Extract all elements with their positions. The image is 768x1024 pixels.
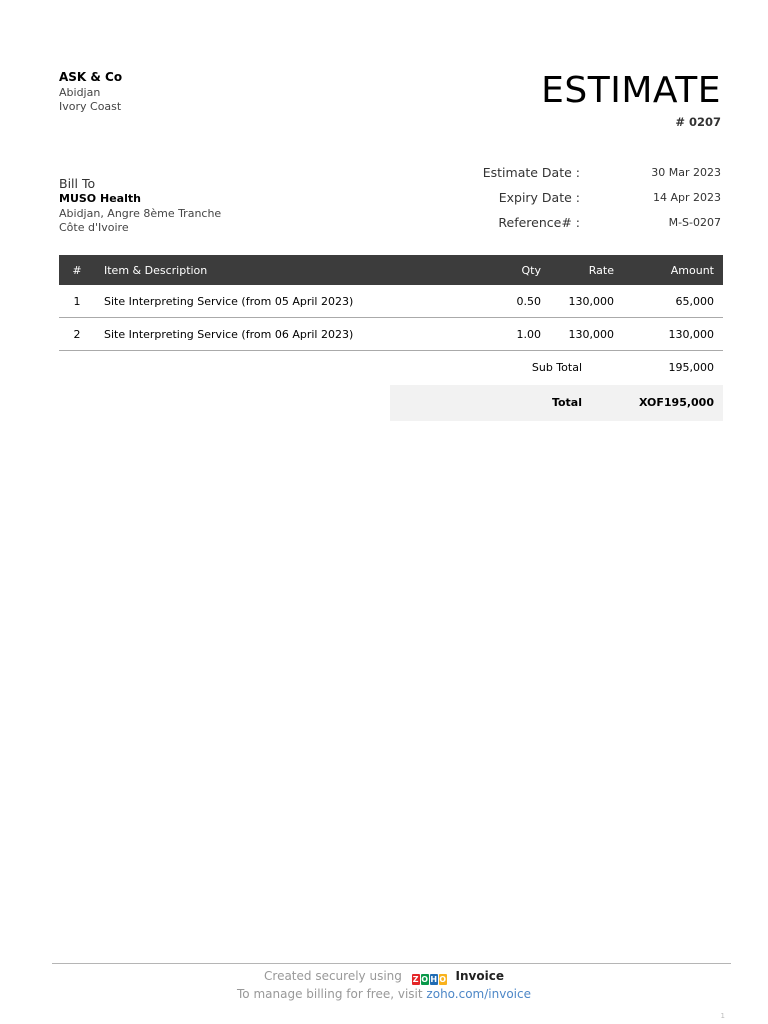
- footer-manage-text: To manage billing for free, visit: [237, 987, 423, 1001]
- footer-created-text: Created securely using: [264, 969, 402, 983]
- row-description: Site Interpreting Service (from 05 April 2023): [95, 285, 477, 318]
- zoho-logo-letter: Z: [412, 975, 419, 984]
- total-value: XOF195,000: [638, 396, 714, 409]
- zoho-logo-icon: [412, 971, 448, 985]
- row-amount: 65,000: [623, 285, 723, 318]
- reference-label: Reference# :: [498, 215, 580, 230]
- subtotal-value: 195,000: [668, 361, 714, 374]
- expiry-date-label: Expiry Date :: [498, 190, 580, 205]
- zoho-logo-letter: O: [439, 975, 447, 984]
- company-city: Abidjan: [59, 86, 101, 99]
- row-amount: 130,000: [623, 318, 723, 351]
- subtotal-label: Sub Total: [531, 361, 582, 374]
- company-country: Ivory Coast: [59, 100, 122, 113]
- bill-to-label: Bill To: [59, 176, 96, 191]
- column-header-number: #: [59, 255, 95, 285]
- row-number: 1: [59, 285, 95, 318]
- items-table: [59, 255, 723, 351]
- table-row: [59, 318, 723, 351]
- reference-value: M-S-0207: [668, 216, 721, 229]
- column-header-description: Item & Description: [95, 255, 477, 285]
- row-rate: 130,000: [550, 318, 623, 351]
- column-header-rate: Rate: [550, 255, 623, 285]
- client-name: MUSO Health: [59, 192, 141, 205]
- document-title: ESTIMATE: [541, 70, 721, 111]
- document-number: # 0207: [675, 115, 721, 129]
- table-header-row: [59, 255, 723, 285]
- footer-manage-line: [0, 987, 768, 1001]
- client-address-line2: Côte d'Ivoire: [59, 221, 129, 234]
- row-qty: 1.00: [477, 318, 550, 351]
- zoho-invoice-link[interactable]: zoho.com/invoice: [426, 987, 531, 1001]
- row-number: 2: [59, 318, 95, 351]
- client-address-line1: Abidjan, Angre 8ème Tranche: [59, 207, 222, 220]
- row-rate: 130,000: [550, 285, 623, 318]
- footer-created-line: [0, 969, 768, 985]
- zoho-product-name: Invoice: [455, 969, 504, 983]
- column-header-qty: Qty: [477, 255, 550, 285]
- column-header-amount: Amount: [623, 255, 723, 285]
- zoho-logo-letter: O: [421, 975, 429, 984]
- expiry-date-value: 14 Apr 2023: [652, 191, 721, 204]
- row-qty: 0.50: [477, 285, 550, 318]
- page-number: 1: [720, 1012, 725, 1020]
- estimate-date-value: 30 Mar 2023: [651, 166, 721, 179]
- table-row: [59, 285, 723, 318]
- row-description: Site Interpreting Service (from 06 April 2023): [95, 318, 477, 351]
- total-label: Total: [551, 396, 582, 409]
- estimate-date-label: Estimate Date :: [482, 165, 580, 180]
- zoho-logo-letter: H: [430, 975, 438, 984]
- footer-divider: [52, 963, 731, 964]
- company-name: ASK & Co: [59, 70, 123, 84]
